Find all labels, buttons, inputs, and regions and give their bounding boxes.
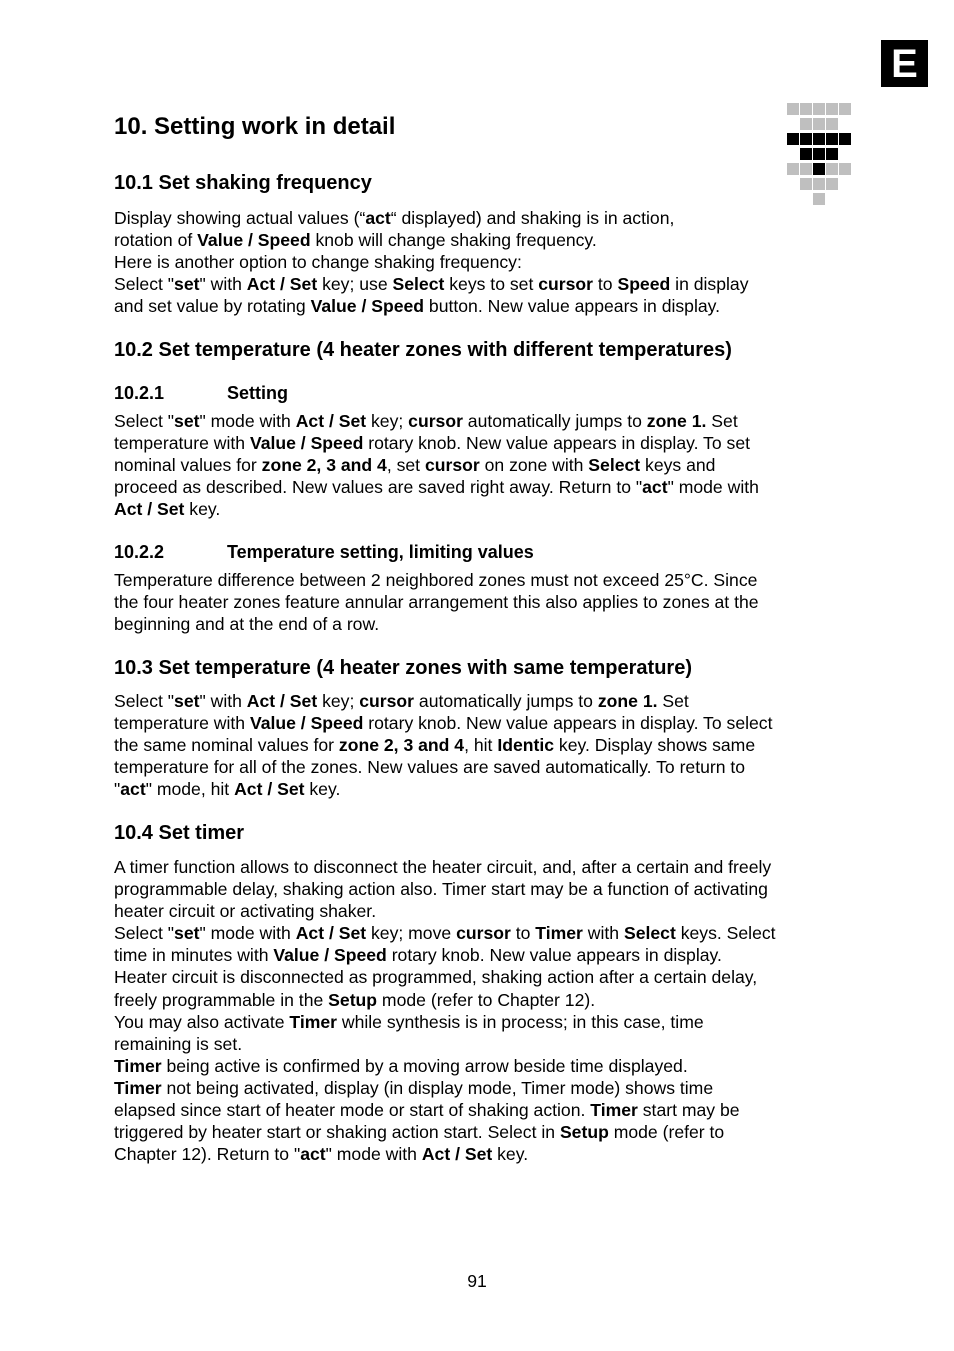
subsection-number: 10.2.1 (114, 383, 165, 403)
bold-term: zone 1. (646, 411, 707, 431)
bold-term: Speed (617, 274, 671, 295)
text-line (114, 454, 844, 476)
text-line (114, 410, 844, 432)
section-heading-10-3: 10.3 Set temperature (4 heater zones with same temperature) (114, 657, 692, 679)
bold-term: Act / Set (246, 274, 318, 295)
text-run: " with (199, 274, 247, 295)
text-run: Select " (114, 691, 175, 711)
bold-term: cursor (359, 691, 415, 711)
pixel-grid-logo (787, 103, 851, 207)
text-run: not being activated, display (in display mode, Timer mode) shows time (161, 1077, 714, 1098)
text-run: key; move (366, 923, 457, 944)
text-run: knob will change shaking frequency. (310, 230, 597, 251)
subsection-heading-10-2-2 (114, 542, 534, 563)
bold-term: Timer (289, 1011, 337, 1032)
text-line (114, 1077, 844, 1099)
text-line (114, 273, 844, 295)
bold-term: cursor (408, 411, 463, 431)
text-line (114, 989, 844, 1011)
text-line (114, 498, 844, 520)
text-run: time in minutes with (114, 945, 274, 966)
text-run: rotary knob. New value appears in display. To set (363, 433, 750, 454)
text-run: " mode, hit (145, 779, 235, 800)
text-run: key; use (317, 274, 393, 295)
text-run: and set value by rotating (114, 296, 311, 317)
bold-term: Act / Set (114, 499, 185, 520)
bold-term: Select (392, 274, 445, 295)
bold-term: act (365, 208, 391, 228)
text-run: start may be (637, 1100, 740, 1121)
text-line (114, 1033, 844, 1055)
text-line (114, 1121, 844, 1143)
text-run: proceed as described. New values are saved right away. Return to " (114, 477, 643, 498)
text-run: “ displayed) and shaking is in action, (390, 208, 675, 228)
text-run: keys to set (444, 274, 539, 295)
text-run: Select " (114, 274, 175, 295)
bold-term: cursor (538, 274, 593, 295)
bold-term: Value / Speed (197, 230, 311, 251)
text-run: Chapter 12). Return to " (114, 1144, 301, 1165)
section-heading-10-1: 10.1 Set shaking frequency (114, 172, 372, 194)
bold-term: act (642, 477, 668, 498)
text-run: programmable delay, shaking action also. Timer start may be a function of activating (114, 879, 768, 900)
text-run: key; (366, 411, 409, 431)
bold-term: zone 1. (597, 691, 658, 711)
bold-term: cursor (424, 455, 480, 476)
language-tab: E (881, 40, 928, 87)
text-run: key. Display shows same (554, 735, 756, 756)
text-run: key; (317, 691, 360, 711)
text-run: " mode with (199, 411, 296, 431)
page-number: 91 (467, 1271, 487, 1291)
text-run: Set (657, 691, 689, 711)
text-line (114, 251, 844, 273)
section-heading-10-2: 10.2 Set temperature (4 heater zones with different temperatures) (114, 339, 732, 361)
text-run: Display showing actual values (“ (114, 208, 366, 228)
text-line (114, 569, 844, 591)
text-run: in display (670, 274, 749, 295)
bold-term: Act / Set (246, 691, 318, 711)
bold-term: Select (588, 455, 641, 476)
text-line (114, 432, 844, 454)
text-line (114, 1011, 844, 1033)
text-run: automatically jumps to (462, 411, 647, 431)
text-run: remaining is set. (114, 1033, 243, 1054)
text-run: rotation of (114, 230, 198, 251)
text-line (114, 878, 844, 900)
text-run: triggered by heater start or shaking action start. Select in (114, 1122, 560, 1143)
bold-term: cursor (456, 923, 511, 944)
bold-term: Identic (497, 735, 555, 756)
bold-term: Act / Set (234, 779, 305, 800)
section-10-1-body (114, 207, 844, 317)
text-run: Select " (114, 923, 175, 944)
text-line (114, 476, 844, 498)
text-line (114, 944, 844, 966)
text-line (114, 1143, 844, 1165)
text-run: the four heater zones feature annular arrangement this also applies to zones at the (114, 592, 759, 613)
text-line (114, 690, 844, 712)
text-run: button. New value appears in display. (424, 296, 721, 317)
text-run: key. (492, 1144, 529, 1165)
subsection-title: Temperature setting, limiting values (227, 542, 534, 562)
section-10-4-body (114, 856, 844, 1165)
text-run: Here is another option to change shaking frequency: (114, 252, 522, 273)
text-run: key. (304, 779, 341, 800)
text-run: while synthesis is in process; in this case, time (336, 1011, 704, 1032)
subsection-number: 10.2.2 (114, 542, 165, 562)
text-line (114, 591, 844, 613)
text-line (114, 734, 844, 756)
text-line (114, 207, 844, 229)
text-line (114, 613, 844, 635)
text-run: automatically jumps to (414, 691, 598, 711)
text-run: temperature with (114, 433, 250, 454)
bold-term: zone 2, 3 and 4 (338, 735, 465, 756)
bold-term: Value / Speed (310, 296, 425, 317)
bold-term: Act / Set (421, 1144, 493, 1165)
text-run: heater circuit or activating shaker. (114, 901, 377, 922)
bold-term: set (174, 691, 200, 711)
subsection-10-2-1-body (114, 410, 844, 520)
section-heading-10-4: 10.4 Set timer (114, 822, 245, 844)
text-line (114, 900, 844, 922)
text-run: Heater circuit is disconnected as programmed, shaking action after a certain delay, (114, 967, 758, 988)
text-line (114, 1055, 844, 1077)
bold-term: set (174, 274, 200, 295)
text-run: Temperature difference between 2 neighbored zones must not exceed 25°C. Since (114, 570, 758, 590)
text-line (114, 778, 844, 800)
bold-term: Setup (559, 1122, 609, 1143)
text-run: rotary knob. New value appears in display. To select (363, 713, 773, 734)
bold-term: Select (623, 923, 676, 944)
text-run: A timer function allows to disconnect the heater circuit, and, after a certain and freely (114, 857, 772, 877)
subsection-heading-10-2-1 (114, 383, 288, 404)
text-run: the same nominal values for (114, 735, 339, 756)
bold-term: act (120, 779, 146, 800)
text-run: elapsed since start of heater mode or start of shaking action. (114, 1100, 591, 1121)
text-run: temperature for all of the zones. New values are saved automatically. To return to (114, 757, 746, 778)
text-run: mode (refer to Chapter 12). (377, 989, 596, 1010)
text-run: with (582, 923, 624, 944)
text-run: on zone with (479, 455, 589, 476)
bold-term: Timer (590, 1100, 638, 1121)
bold-term: Timer (114, 1077, 162, 1098)
bold-term: Value / Speed (273, 945, 387, 966)
text-run: to (593, 274, 618, 295)
text-run: being active is confirmed by a moving arrow beside time displayed. (161, 1055, 688, 1076)
text-run: , set (386, 455, 425, 476)
text-run: keys and (640, 455, 716, 476)
subsection-10-2-2-body (114, 569, 844, 635)
text-line (114, 856, 844, 878)
bold-term: Value / Speed (249, 713, 364, 734)
text-line (114, 922, 844, 944)
bold-term: Value / Speed (249, 433, 364, 454)
text-run: keys. Select (675, 923, 776, 944)
text-run: key. (184, 499, 221, 520)
text-run: freely programmable in the (114, 989, 329, 1010)
subsection-title: Setting (227, 383, 288, 403)
bold-term: Act / Set (295, 411, 367, 431)
bold-term: Timer (114, 1055, 162, 1076)
text-line (114, 229, 844, 251)
bold-term: Timer (535, 923, 583, 944)
text-run: beginning and at the end of a row. (114, 614, 380, 635)
text-run: temperature with (114, 713, 250, 734)
text-run: " with (199, 691, 247, 711)
chapter-title: 10. Setting work in detail (114, 113, 396, 140)
text-run: nominal values for (114, 455, 262, 476)
text-run: , hit (464, 735, 498, 756)
text-line (114, 1099, 844, 1121)
bold-term: Act / Set (295, 923, 367, 944)
text-run: Set (706, 411, 738, 431)
text-run: rotary knob. New value appears in display. (386, 945, 722, 966)
bold-term: Setup (328, 989, 378, 1010)
bold-term: zone 2, 3 and 4 (261, 455, 387, 476)
text-run: You may also activate (114, 1011, 290, 1032)
text-run: " (114, 779, 121, 800)
text-run: Select " (114, 411, 175, 431)
text-line (114, 756, 844, 778)
text-line (114, 295, 844, 317)
bold-term: set (174, 923, 200, 944)
text-line (114, 712, 844, 734)
text-run: mode (refer to (608, 1122, 725, 1143)
text-run: " mode with (667, 477, 759, 498)
text-run: " mode with (199, 923, 296, 944)
text-run: " mode with (325, 1144, 422, 1165)
section-10-3-body (114, 690, 844, 800)
text-line (114, 966, 844, 988)
text-run: to (510, 923, 536, 944)
bold-term: act (300, 1144, 326, 1165)
bold-term: set (174, 411, 200, 431)
